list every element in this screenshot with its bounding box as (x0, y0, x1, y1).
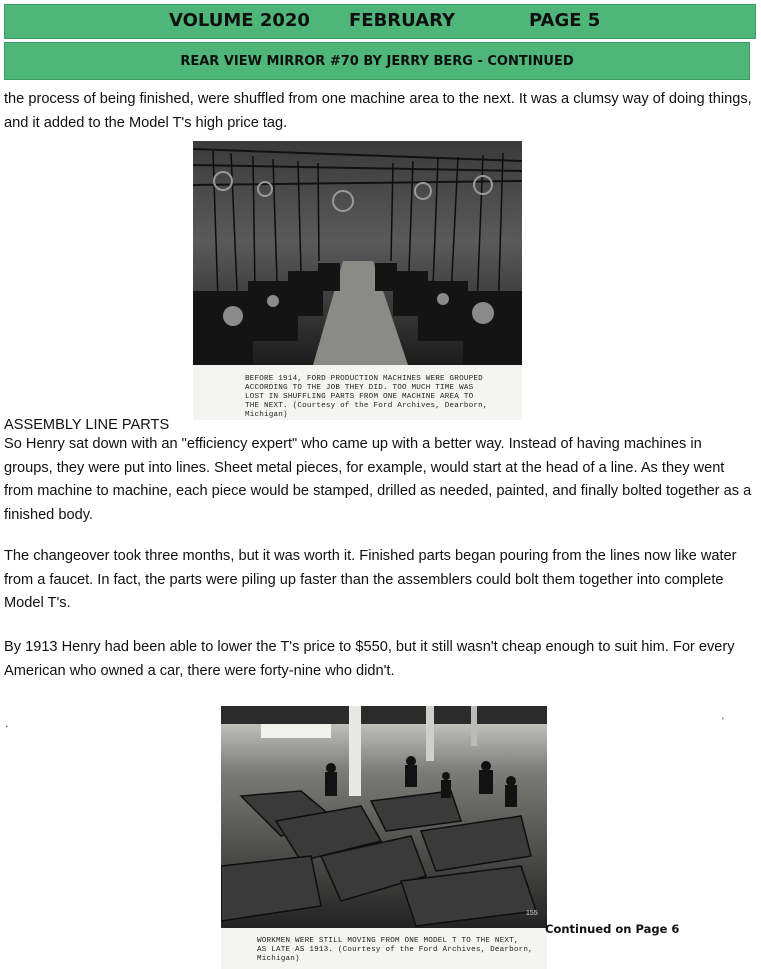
page-label: PAGE 5 (529, 10, 601, 31)
subtitle-bar (4, 42, 750, 80)
photo-2-caption: WORKMEN WERE STILL MOVING FROM ONE MODEL T TO THE NEXT, AS LATE AS 1913. (Courtesy of the Ford Archives, Dearborn, Michigan) (257, 937, 533, 963)
stray-mark: . (5, 716, 9, 730)
paragraph-2: So Henry sat down with an "efficiency expert" who came up with a better way. Instead of having machines in groups, they were put into lines. Sheet metal pieces, for example, would start at the head of a line. As they went from machine to machine, each piece would be stamped, drilled as needed, painted, and finally bolted together as a finished body. (4, 436, 752, 523)
volume-label: VOLUME 2020 (169, 10, 310, 31)
paragraph-3: The changeover took three months, but it was worth it. Finished parts began pouring from the lines now like water from a faucet. In fact, the parts were piling up faster than the assemblers could bolt them together into complete Model T's. (4, 548, 737, 611)
header-bar (4, 4, 756, 39)
month-label: FEBRUARY (349, 10, 456, 31)
photo-1-caption: BEFORE 1914, FORD PRODUCTION MACHINES WERE GROUPED ACCORDING TO THE JOB THEY DID. TOO MUCH TIME WAS LOST IN SHUFFLING PARTS FROM ONE MACHINE AREA TO THE NEXT. (Courtesy of the Ford Archives, Dearborn, Michigan) (245, 375, 488, 419)
photo-number: 155 (526, 910, 538, 917)
workmen-image (221, 706, 547, 928)
factory-machines-image (193, 141, 522, 365)
article-subtitle: REAR VIEW MIRROR #70 BY JERRY BERG - CONTINUED (180, 53, 574, 69)
section-heading: ASSEMBLY LINE PARTS (4, 417, 170, 433)
stray-mark-right: ' (722, 716, 724, 726)
factory-machines-photo (193, 141, 522, 365)
workmen-photo (221, 706, 547, 928)
paragraph-4: By 1913 Henry had been able to lower the T's price to $550, but it still wasn't cheap enough to suit him. For every American who owned a car, there were forty-nine who didn't. (4, 639, 735, 679)
continued-notice: Continued on Page 6 (545, 922, 680, 936)
paragraph-1: the process of being finished, were shuffled from one machine area to the next. It was a clumsy way of doing things, and it added to the Model T's high price tag. (4, 91, 752, 131)
